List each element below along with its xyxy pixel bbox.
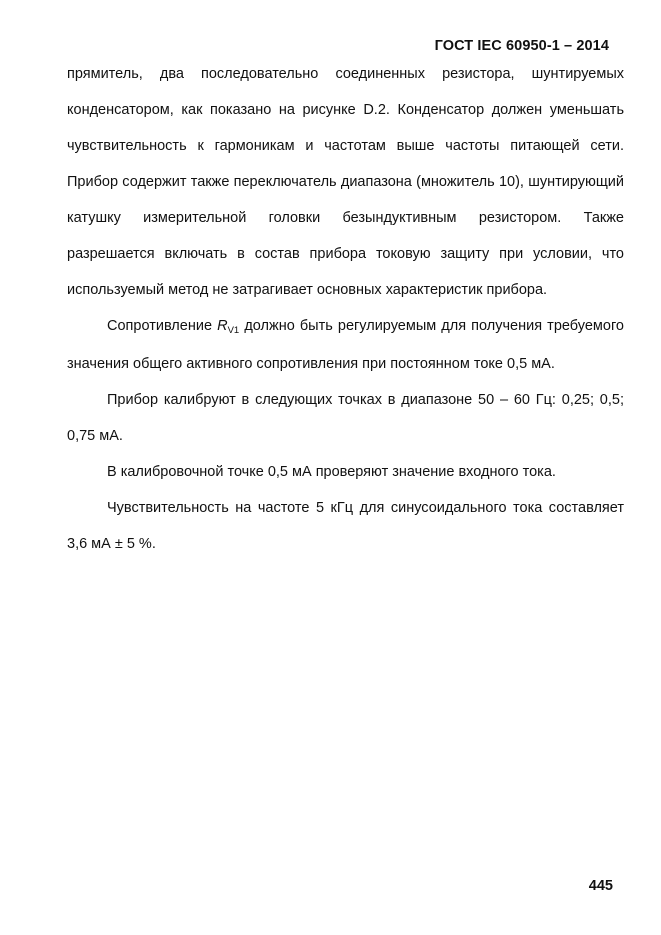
paragraph-3: Прибор калибруют в следующих точках в диапазоне 50 – 60 Гц: 0,25; 0,5; 0,75 мА. xyxy=(67,392,624,444)
page-number: 445 xyxy=(588,878,613,894)
paragraph-1: прямитель, два последовательно соединенных резистора, шунтируемых конденсатором, как показано на рисунке D.2. Конденсатор должен уменьшать чувствительность к гармоникам и частотам выше частоты питающей сети. Прибор содержит также переключатель диапазона (множитель 10), шунтирующий катушку измерительной головки безындуктивным резистором. Также разрешается включать в состав прибора токовую защиту при условии, что используемый метод не затрагивает основных характеристик прибора. xyxy=(67,66,624,298)
paragraph-4: В калибровочной точке 0,5 мА проверяют значение входного тока. xyxy=(107,464,556,480)
paragraph-2-text-end: должно быть регулируемым для получения требуемого значения общего активного сопротивления при постоянном токе 0,5 мА. xyxy=(67,318,624,372)
resistor-symbol-letter: R xyxy=(217,318,228,334)
paragraph-2-text-start: Сопротивление xyxy=(107,318,218,334)
resistor-symbol xyxy=(217,318,239,334)
paragraph-5: Чувствительность на частоте 5 кГц для синусоидального тока составляет 3,6 мА ± 5 %. xyxy=(67,500,624,552)
resistor-subscript: V1 xyxy=(227,325,240,336)
document-header: ГОСТ IEC 60950-1 – 2014 xyxy=(434,38,609,54)
paragraph-2 xyxy=(67,308,624,382)
body-text xyxy=(67,56,624,562)
